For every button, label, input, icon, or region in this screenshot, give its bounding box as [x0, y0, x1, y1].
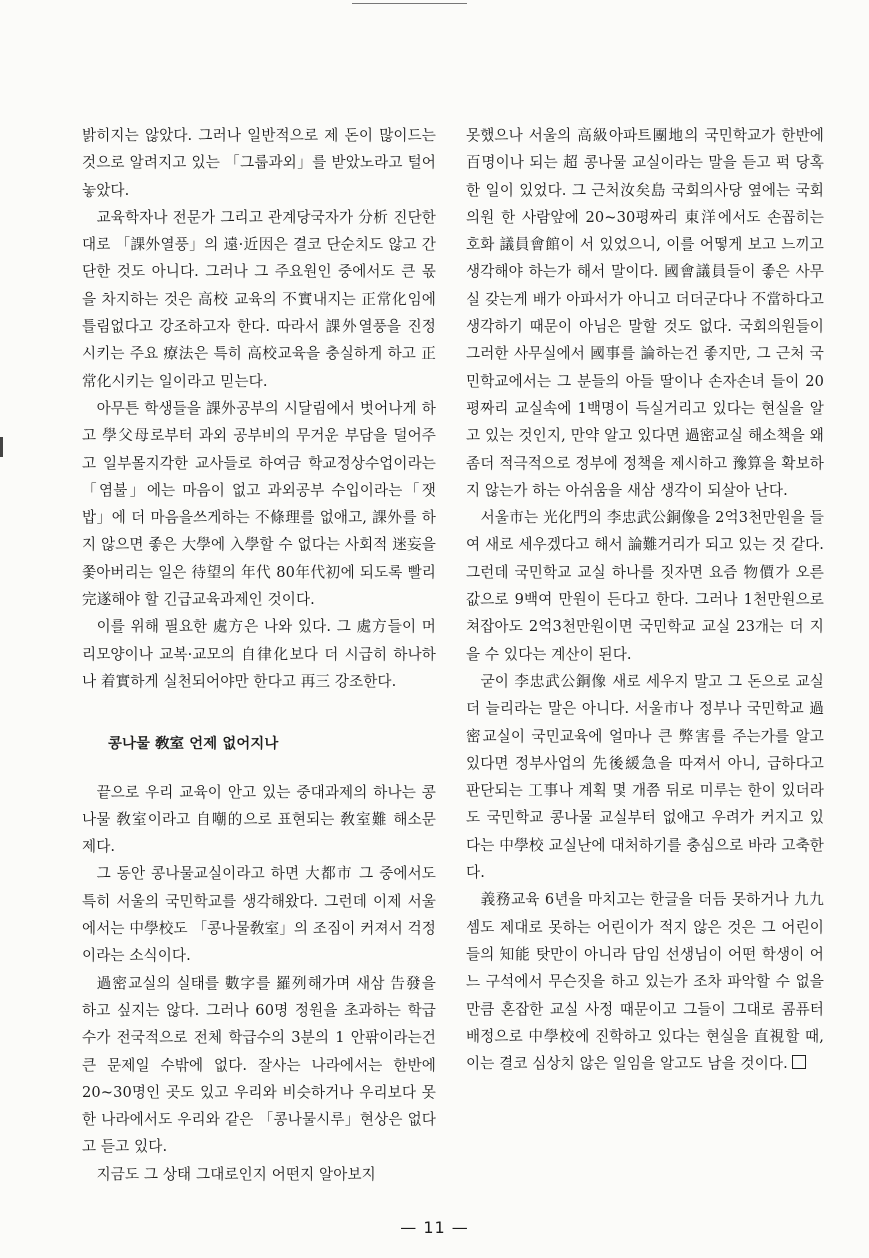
paragraph: 교육학자나 전문가 그리고 관계당국자가 分析 진단한대로 「課外열풍」의 遠·近因은 결코 단순치도 않고 간단한 것도 아니다. 그러나 그 주요원인 중에서도 큰 몫을 차지하는 것은 高校 교육의 不實내지는 正常化임에 틀림없다고 강조하고자 한다. 따라서 課外열풍을 진정시키는 주요 療法은 특히 高校교육을 충실하게 하고 正常化시키는 일이라고 믿는다.: [82, 208, 436, 390]
end-mark-icon: [792, 1055, 806, 1069]
paragraph: [466, 886, 824, 1077]
section-heading: 콩나물 敎室 언제 없어지나: [108, 736, 279, 753]
paragraph: 지금도 그 상태 그대로인지 어떤지 알아보지: [96, 1165, 376, 1183]
paragraph: 過密교실의 실태를 數字를 羅列해가며 새삼 告發을 하고 싶지는 않다. 그러나 60명 정원을 초과하는 학급수가 전국적으로 전체 학급수의 3분의 1 안팎이라는건 큰 문제일 수밖에 없다. 잘사는 나라에서는 한반에 20~30명인 곳도 있고 우리와 비슷하거나 우리보다 못한 나라에서도 우리와 같은 「콩나물시루」현상은 없다고 듣고 있다.: [82, 974, 436, 1156]
right-column: [466, 122, 824, 1077]
paragraph: 굳이 李忠武公銅像 새로 세우지 말고 그 돈으로 교실 더 늘리라는 말은 아니다. 서울市나 정부나 국민학교 過密교실이 국민교육에 얼마나 큰 弊害를 주는가를 알고 있다면 정부사업의 先後緩急을 따져서 아니, 급하다고 판단되는 工事나 계획 몇 개쯤 뒤로 미루는 한이 있더라도 국민학교 콩나물 교실부터 없애고 우려가 커지고 있다는 中學校 교실난에 대처하기를 충심으로 바라 고축한다.: [466, 672, 824, 882]
paragraph: 아무튼 학생들을 課外공부의 시달림에서 벗어나게 하고 學父母로부터 과외 공부비의 무거운 부담을 덜어주고 일부몰지각한 교사들로 하여금 학교정상수업이라는「염불」에는 마음이 없고 과외공부 수입이라는「잿밥」에 더 마음을쓰게하는 不條理를 없애고, 課外를 하지 않으면 좋은 大學에 入學할 수 없다는 사회적 迷妄을 쫓아버리는 일은 待望의 年代 80年代初에 되도록 빨리 完遂해야 할 긴급교육과제인 것이다.: [82, 399, 436, 609]
binding-mark: [0, 437, 3, 457]
paragraph-text: 義務교육 6년을 마치고는 한글을 더듬 못하거나 九九셈도 제대로 못하는 어린이가 적지 않은 것은 그 어린이들의 知能 탓만이 아니라 담임 선생님이 어떤 학생이 어느 구석에서 무슨짓을 하고 있는가 조차 파악할 수 없을만큼 혼잡한 교실 사정 때문이고 그들이 그대로 콤퓨터 배정으로 中學校에 진학하고 있다는 현실을 直視할 때, 이는 결코 심상치 않은 일임을 알고도 남을 것이다.: [466, 891, 824, 1073]
paragraph: 이를 위해 필요한 處方은 나와 있다. 그 處方들이 머리모양이나 교복·교모의 自律化보다 더 시급히 하나하나 着實하게 실천되어야만 한다고 再三 강조한다.: [82, 618, 436, 690]
left-column: [82, 122, 436, 1188]
paragraph: 끝으로 우리 교육이 안고 있는 중대과제의 하나는 콩나물 敎室이라고 自嘲的으로 표현되는 敎室難 해소문제다.: [82, 783, 436, 856]
paragraph: 그 동안 콩나물교실이라고 하면 大都市 그 중에서도 특히 서울의 국민학교를 생각해왔다. 그런데 이제 서울에서는 中學校도 「콩나물敎室」의 조짐이 커져서 걱정이라는 소식이다.: [82, 865, 436, 965]
paragraph: 서울市는 光化門의 李忠武公銅像을 2억3천만원을 들여 새로 세우겠다고 해서 論難거리가 되고 있는 것 같다. 그런데 국민학교 교실 하나를 짓자면 요즘 物價가 오른 값으로 9백여 만원이 든다고 한다. 그러나 1천만원으로 쳐잡아도 2억3천만원이면 국민학교 교실 23개는 더 지을 수 있다는 계산이 된다.: [466, 509, 824, 663]
top-margin-mark: [352, 0, 467, 4]
page-number: — 11 —: [400, 1218, 469, 1237]
paragraph: 밝히지는 않았다. 그러나 일반적으로 제 돈이 많이드는 것으로 알려지고 있는 「그룹과외」를 받았노라고 털어 놓았다.: [82, 127, 436, 199]
paragraph: 못했으나 서울의 高級아파트團地의 국민학교가 한반에 百명이나 되는 超 콩나물 교실이라는 말을 듣고 퍽 당혹한 일이 있었다. 그 근처汝矣島 국회의사당 옆에는 국회의원 한 사람앞에 20~30평짜리 東洋에서도 손꼽히는 호화 議員會館이 서 있었으니, 이를 어떻게 보고 느끼고 생각해야 하는가 해서 말이다. 國會議員들이 좋은 사무실 갖는게 배가 아파서가 아니고 더더군다나 不當하다고 생각하기 때문이 아님은 말할 것도 없다. 국회의원들이 그러한 사무실에서 國事를 論하는건 좋지만, 그 근처 국민학교에서는 그 분들의 아들 딸이나 손자손녀 들이 20평짜리 교실속에 1백명이 득실거리고 있다는 현실을 알고 있는 것인지, 만약 알고 있다면 過密교실 해소책을 왜 좀더 적극적으로 정부에 정책을 제시하고 豫算을 확보하지 않는가 하는 아쉬움을 새삼 생각이 되살아 난다.: [466, 127, 824, 499]
